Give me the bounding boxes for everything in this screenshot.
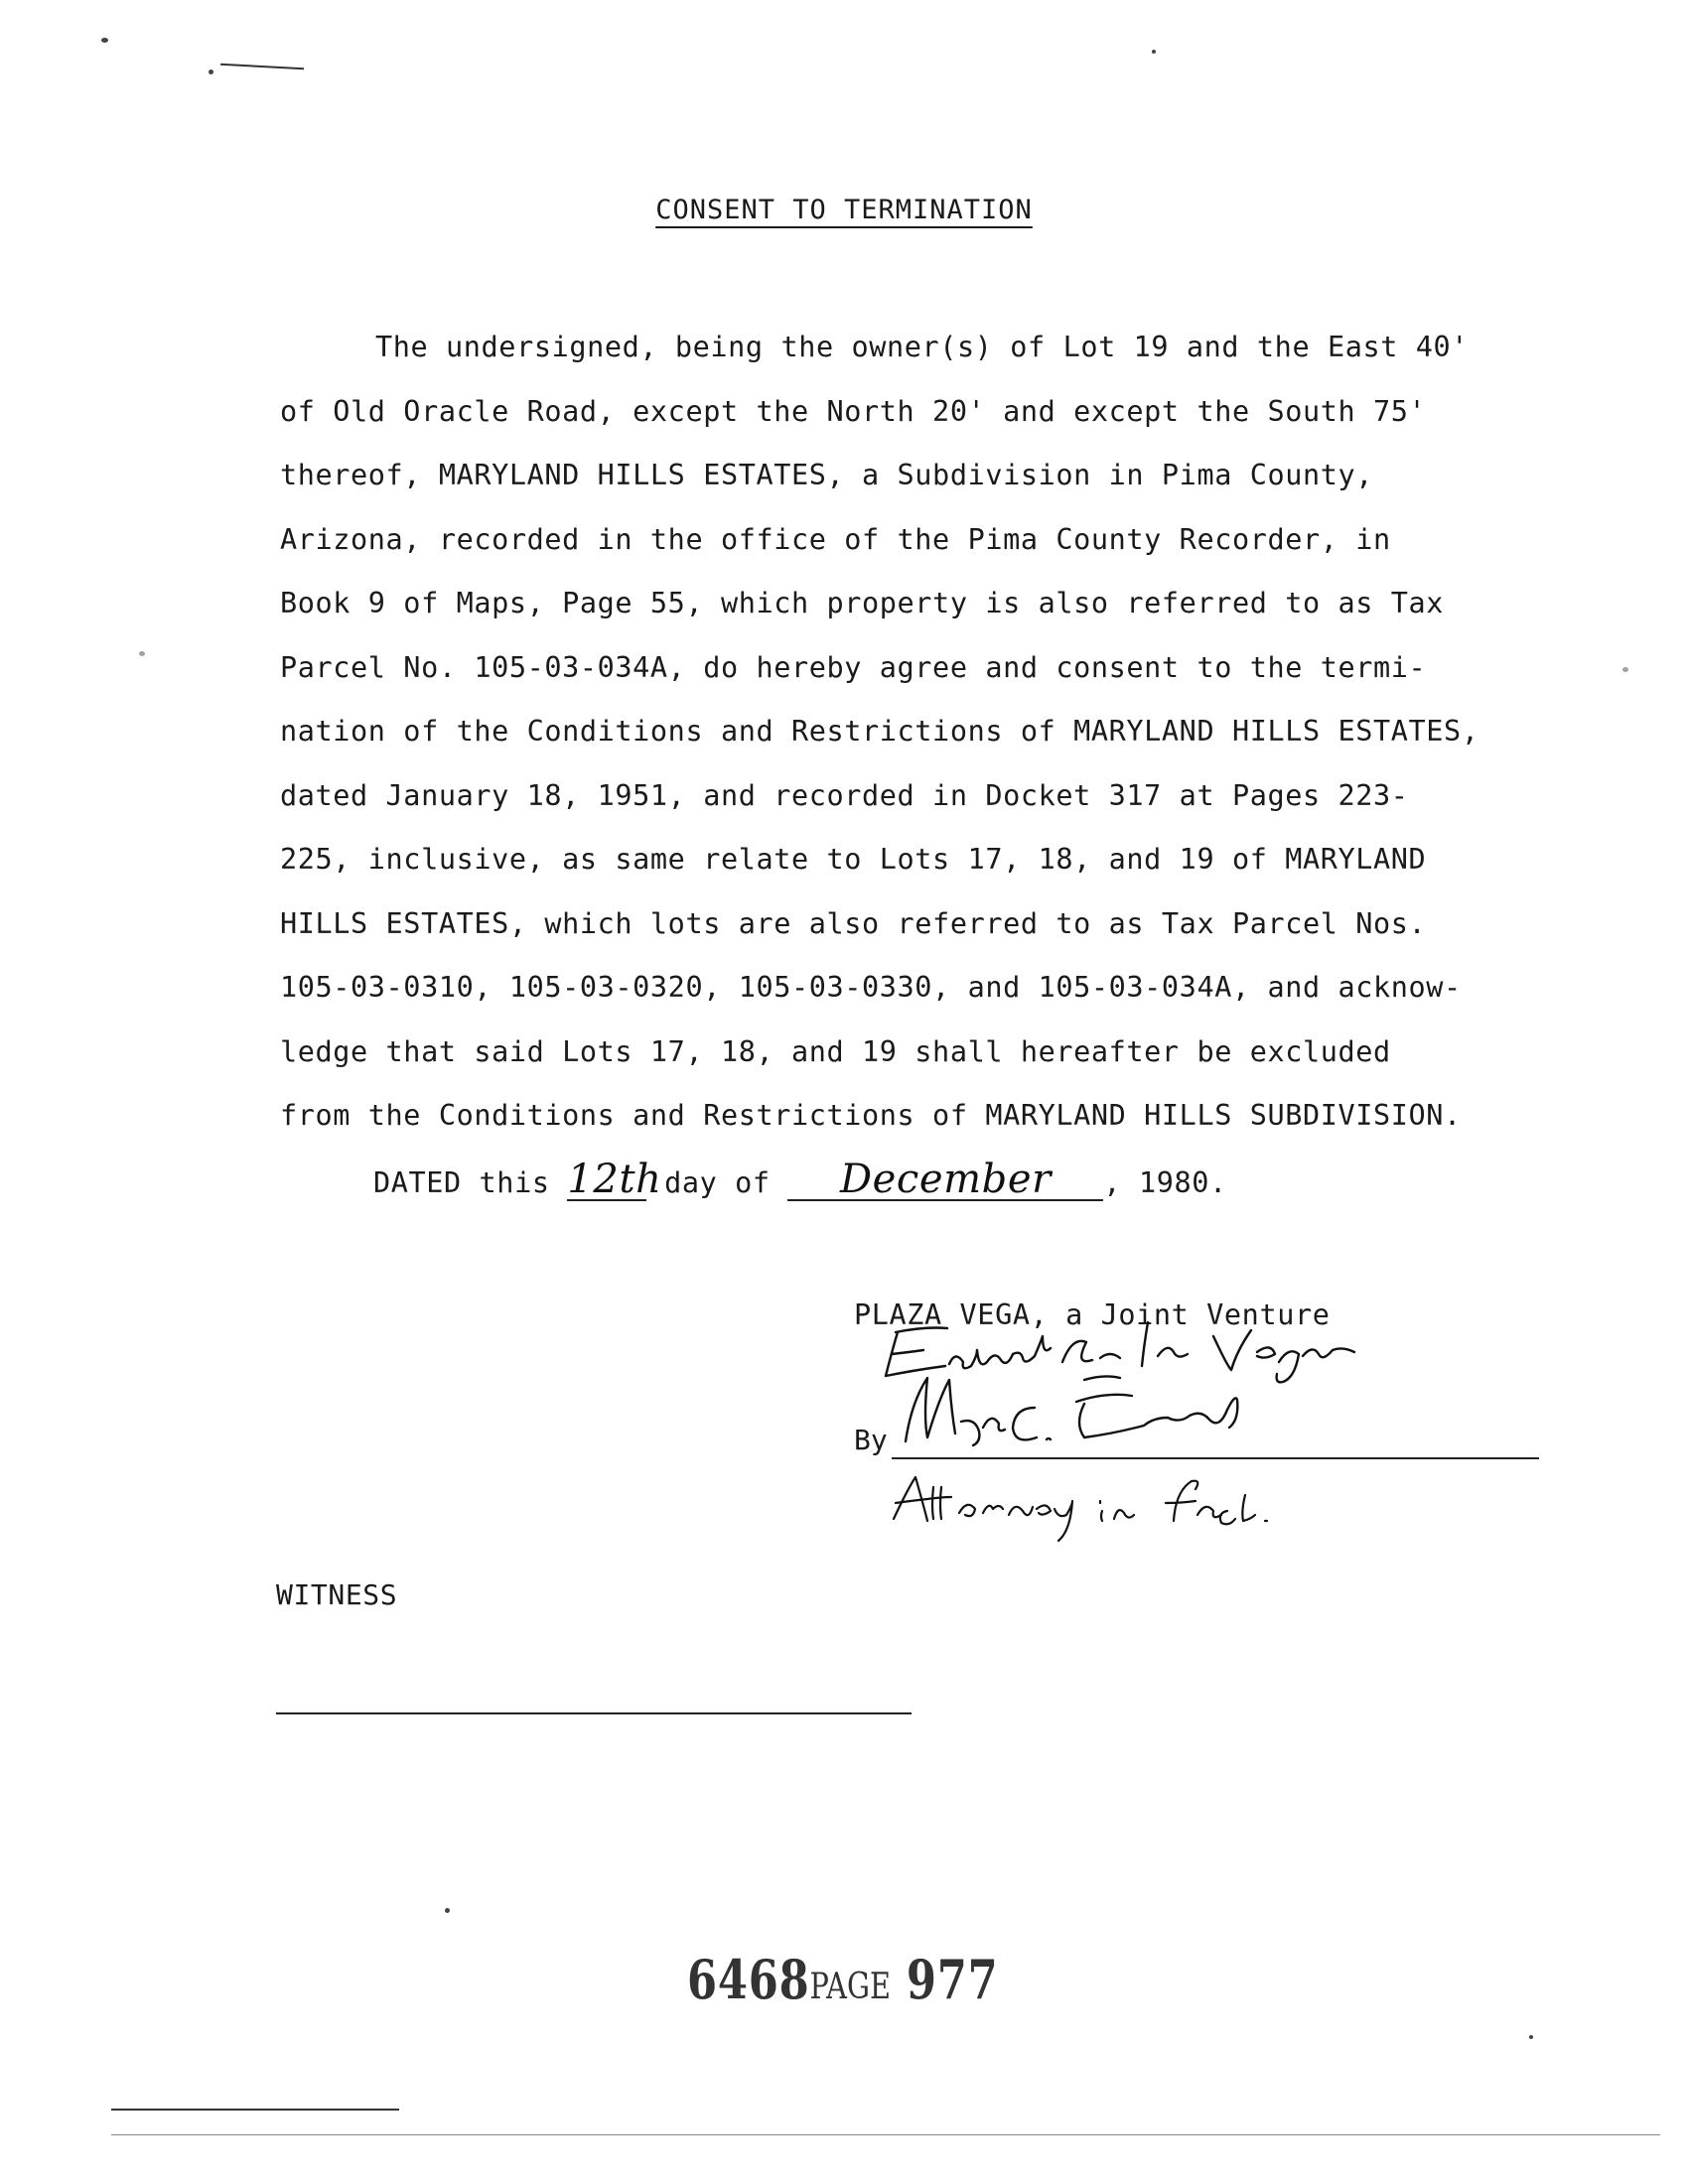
signing-party: PLAZA VEGA, a Joint Venture — [854, 1298, 1331, 1331]
handwritten-signatures — [854, 1291, 1549, 1549]
dated-middle: day of — [646, 1166, 788, 1199]
paragraph-line: Parcel No. 105-03-034A, do hereby agree and consent to the termi- — [280, 650, 1427, 684]
dated-month-handwritten: December — [787, 1160, 1103, 1201]
by-label: By — [854, 1424, 888, 1456]
paragraph-line: ledge that said Lots 17, 18, and 19 shall hereafter be excluded — [280, 1034, 1391, 1068]
paragraph-line: of Old Oracle Road, except the North 20' and except the South 75' — [280, 394, 1427, 428]
consent-paragraph — [280, 316, 1571, 1149]
witness-signature-line — [276, 1712, 912, 1714]
scan-speck — [1529, 2035, 1533, 2039]
paragraph-line: Arizona, recorded in the office of the Pima County Recorder, in — [280, 522, 1391, 556]
signature-line — [892, 1457, 1539, 1459]
dated-line — [373, 1157, 1227, 1202]
paragraph-line: thereof, MARYLAND HILLS ESTATES, a Subdivision in Pima County, — [280, 459, 1374, 491]
dated-day-handwritten: 12th — [567, 1157, 662, 1202]
signature-block — [854, 1291, 1529, 1549]
stamp-page-number: 977 — [906, 1948, 999, 2011]
scan-speck — [139, 651, 145, 656]
paragraph-line: The undersigned, being the owner(s) of Lot 19 and the East 40' — [375, 331, 1470, 363]
scan-speck — [1152, 50, 1156, 54]
document-title-text: CONSENT TO TERMINATION — [655, 195, 1033, 225]
scan-mark — [220, 64, 304, 69]
scan-speck — [445, 1908, 450, 1913]
scan-speck — [101, 38, 108, 43]
paragraph-line: 105-03-0310, 105-03-0320, 105-03-0330, and 105-03-034A, and acknow- — [280, 971, 1462, 1004]
scan-mark — [111, 2109, 399, 2111]
witness-label: WITNESS — [276, 1578, 398, 1611]
paragraph-line: nation of the Conditions and Restrictions of MARYLAND HILLS ESTATES, — [280, 715, 1479, 748]
stamp-page-label: PAGE — [809, 1967, 891, 2007]
document-title — [0, 195, 1688, 225]
stamp-book-number: 6468 — [687, 1948, 810, 2011]
paragraph-line: from the Conditions and Restrictions of MARYLAND HILLS SUBDIVISION. — [280, 1099, 1462, 1132]
scan-speck — [1622, 667, 1628, 672]
paragraph-line: dated January 18, 1951, and recorded in Docket 317 at Pages 223- — [280, 778, 1409, 812]
paragraph-line: 225, inclusive, as same relate to Lots 17, 18, and 19 of MARYLAND — [280, 843, 1427, 876]
scan-speck — [209, 69, 213, 74]
paragraph-line: Book 9 of Maps, Page 55, which property is also referred to as Tax — [280, 587, 1445, 619]
recording-stamp — [687, 1948, 998, 2011]
paragraph-line: HILLS ESTATES, which lots are also referred to as Tax Parcel Nos. — [280, 906, 1427, 940]
dated-prefix: DATED this — [373, 1166, 568, 1199]
scan-mark — [111, 2134, 1660, 2135]
dated-suffix: , 1980. — [1103, 1166, 1227, 1199]
